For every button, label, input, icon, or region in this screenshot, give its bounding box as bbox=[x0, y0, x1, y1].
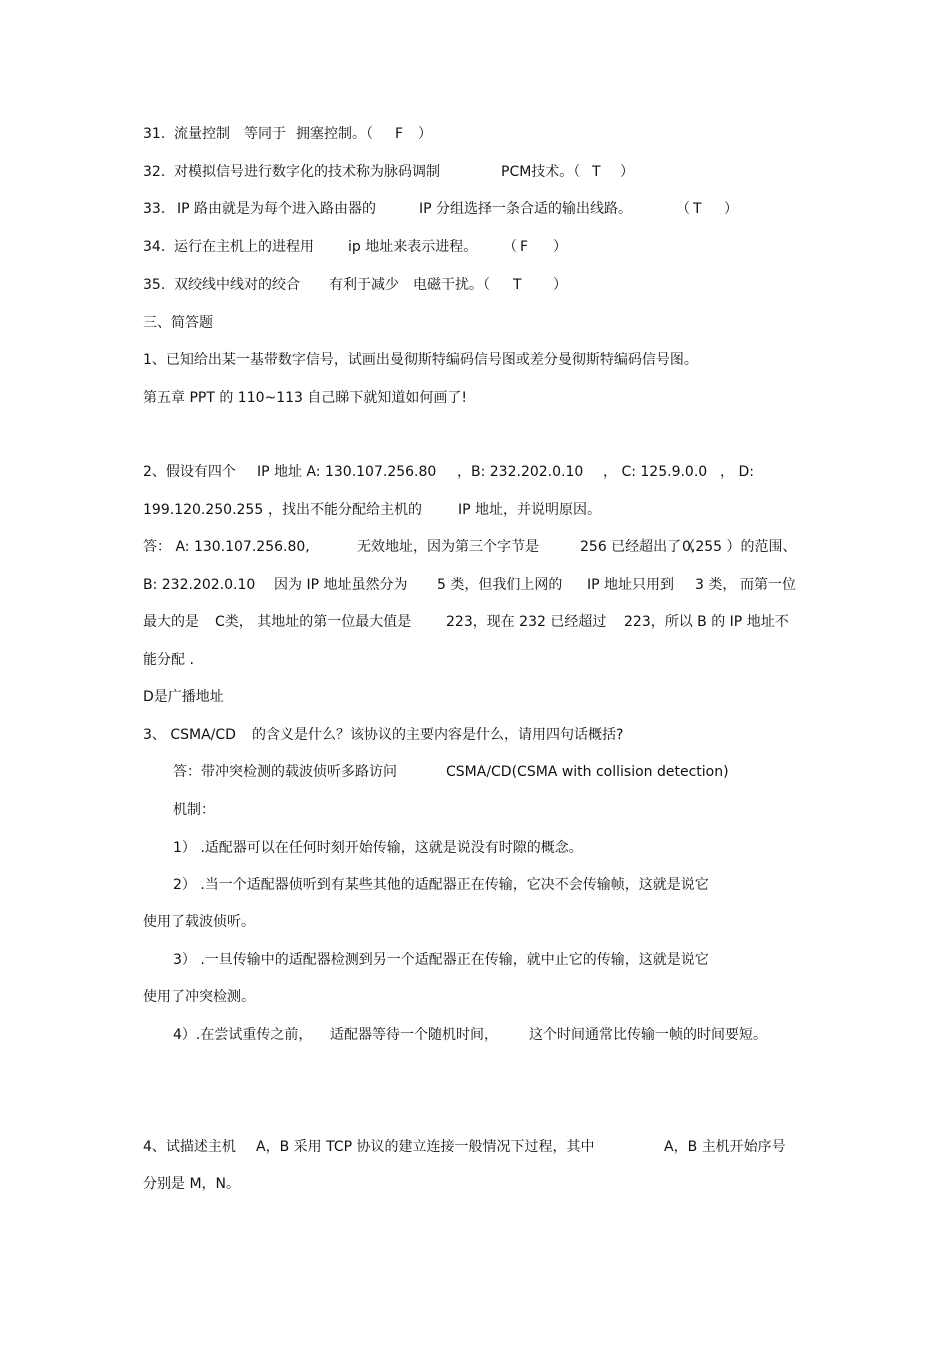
answer-text: 223，所以 B 的 IP 地址不 bbox=[624, 614, 789, 630]
item-text: IP 路由就是为每个进入路由器的 bbox=[177, 201, 377, 217]
answer-mark: T bbox=[693, 201, 702, 217]
answer-text: 4）.在尝试重传之前， bbox=[173, 1027, 313, 1043]
answer-text: 第五章 PPT 的 110~113 自己睇下就知道如何画了! bbox=[143, 390, 468, 406]
answer-mark: T bbox=[592, 164, 601, 180]
question-text: IP 地址，并说明原因。 bbox=[458, 502, 602, 518]
question-text: ，B: 232.202.0.10 bbox=[457, 464, 584, 480]
answer-text: IP 地址只用到 bbox=[587, 577, 675, 593]
answer-text: 这个时间通常比传输一帧的时间要短。 bbox=[529, 1027, 767, 1043]
item-text: （ bbox=[676, 201, 690, 217]
item-text: 有利于减少 bbox=[329, 277, 399, 293]
answer-mark: F bbox=[395, 126, 404, 142]
item-text: 等同于 bbox=[244, 126, 286, 142]
answer-mark: F bbox=[520, 239, 529, 255]
answer-text: 使用了冲突检测。 bbox=[143, 989, 255, 1005]
question-text: 2、假设有四个 bbox=[143, 464, 236, 480]
question-text: A，B 主机开始序号 bbox=[664, 1139, 786, 1155]
item-number: 32. bbox=[143, 164, 166, 180]
answer-text: 而第一位 bbox=[740, 577, 796, 593]
item-text: ） bbox=[620, 164, 634, 180]
answer-text: 256 已经超出了（ bbox=[580, 539, 696, 555]
item-text: 双绞线中线对的绞合 bbox=[174, 277, 300, 293]
answer-text: 适配器等待一个随机时间， bbox=[330, 1027, 498, 1043]
question-text: 3、 CSMA/CD bbox=[143, 727, 236, 743]
question-text: ， D: bbox=[720, 464, 754, 480]
answer-text: 使用了载波侦听。 bbox=[143, 914, 255, 930]
answer-text: B: 232.202.0.10 bbox=[143, 577, 256, 593]
item-text: 流量控制 bbox=[174, 126, 230, 142]
item-text: （ bbox=[503, 239, 517, 255]
answer-text: 答： A: 130.107.256.80, bbox=[143, 539, 310, 555]
question-text: 的含义是什么？该协议的主要内容是什么，请用四句话概括? bbox=[252, 727, 624, 743]
answer-mark: T bbox=[513, 277, 522, 293]
item-text: ） bbox=[418, 126, 432, 142]
question-text: IP 地址 A: 130.107.256.80 bbox=[257, 464, 437, 480]
item-text: 对模拟信号进行数字化的技术称为脉码调制 bbox=[174, 164, 440, 180]
item-number: 31. bbox=[143, 126, 166, 142]
answer-text: 1） .适配器可以在任何时刻开始传输，这就是说没有时隙的概念。 bbox=[173, 840, 583, 856]
question-text: 199.120.250.255 bbox=[143, 502, 264, 518]
item-text: 运行在主机上的进程用 bbox=[174, 239, 314, 255]
item-text: ip 地址来表示进程。 bbox=[348, 239, 478, 255]
answer-text: 答：带冲突检测的载波侦听多路访问 bbox=[173, 764, 397, 780]
item-text: PCM技术。（ bbox=[501, 164, 581, 180]
item-text: 电磁干扰。（ bbox=[413, 277, 490, 293]
answer-text: C类， 其地址的第一位最大值是 bbox=[215, 614, 412, 630]
section-title: 三、简答题 bbox=[143, 315, 213, 331]
answer-text: 最大的是 bbox=[143, 614, 199, 630]
item-number: 33. bbox=[143, 201, 166, 217]
question-text: ， C: 125.9.0.0 bbox=[603, 464, 708, 480]
item-number: 34. bbox=[143, 239, 166, 255]
item-text: ） bbox=[553, 239, 567, 255]
answer-text: 5 类，但我们上网的 bbox=[437, 577, 563, 593]
answer-text: 223，现在 232 已经超过 bbox=[446, 614, 607, 630]
answer-text: D是广播地址 bbox=[143, 689, 224, 705]
answer-text: 2） .当一个适配器侦听到有某些其他的适配器正在传输，它决不会传输帧，这就是说它 bbox=[173, 877, 709, 893]
item-text: ） bbox=[724, 201, 738, 217]
answer-text: 3） .一旦传输中的适配器检测到另一个适配器正在传输，就中止它的传输，这就是说它 bbox=[173, 952, 709, 968]
question-text: 1、已知给出某一基带数字信号，试画出曼彻斯特编码信号图或差分曼彻斯特编码信号图。 bbox=[143, 352, 698, 368]
item-text: ） bbox=[553, 277, 567, 293]
answer-text: 因为 IP 地址虽然分为 bbox=[274, 577, 408, 593]
answer-text: 无效地址，因为第三个字节是 bbox=[357, 539, 539, 555]
item-text: IP 分组选择一条合适的输出线路。 bbox=[419, 201, 633, 217]
question-text: A，B 采用 TCP 协议的建立连接一般情况下过程，其中 bbox=[256, 1139, 595, 1155]
item-text: 拥塞控制。（ bbox=[296, 126, 373, 142]
question-text: 分别是 M，N。 bbox=[143, 1176, 241, 1192]
question-text: ，找出不能分配给主机的 bbox=[268, 502, 422, 518]
answer-text: 机制： bbox=[173, 802, 215, 818]
answer-text: CSMA/CD(CSMA with collision detection) bbox=[446, 764, 729, 780]
answer-text: 能分配 . bbox=[143, 652, 194, 668]
question-text: 4、试描述主机 bbox=[143, 1139, 236, 1155]
item-number: 35. bbox=[143, 277, 166, 293]
answer-text: 3 类， bbox=[695, 577, 737, 593]
answer-text: 0,255 ）的范围、 bbox=[682, 539, 797, 555]
